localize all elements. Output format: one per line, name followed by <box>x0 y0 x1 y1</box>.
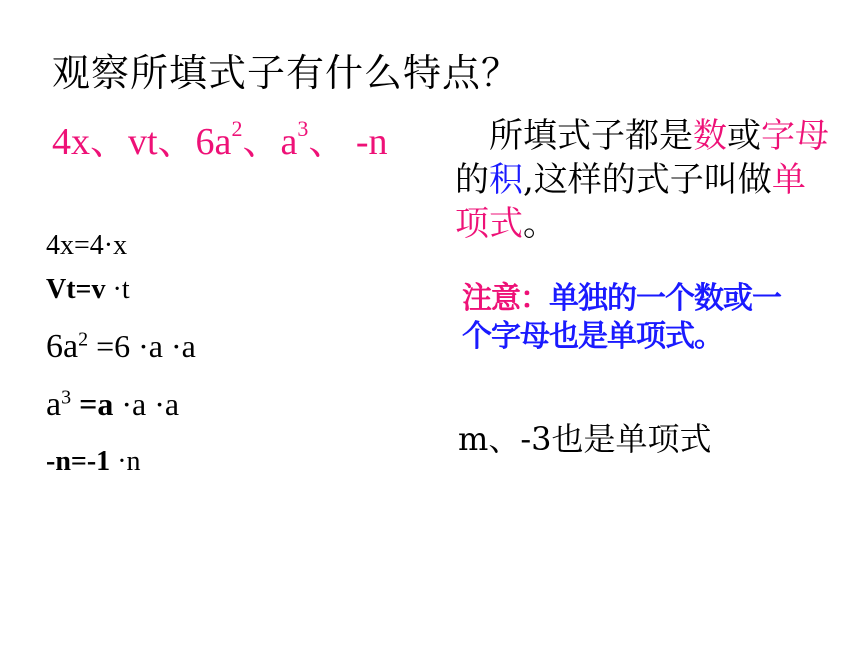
note-label: 注意： <box>462 281 549 316</box>
slide-title: 观察所填式子有什么特点？ <box>52 51 521 95</box>
equation-4x: 4x=4·x <box>46 230 128 261</box>
equation-6a2-sup: 2 <box>78 328 89 351</box>
keyword-monomial: 单项式 <box>455 160 806 244</box>
equation-a3 <box>46 386 179 424</box>
term-sup-2: 3 <box>297 116 309 142</box>
explanation-part-3: 或 <box>727 116 761 156</box>
explanation-part-1: 所填式子都是 <box>489 116 693 156</box>
equation-vt-lhs: Vt=v <box>46 274 106 305</box>
equation-a3-base: a <box>46 386 62 423</box>
equation-vt-rhs: ·t <box>105 274 130 305</box>
equation-6a2-base: 6a <box>46 328 79 365</box>
term-sup-1: 2 <box>231 116 243 142</box>
equation-n-rest: ·n <box>110 446 141 477</box>
equation-a3-sup: 3 <box>61 386 72 409</box>
term-text-2: 、a <box>242 121 298 163</box>
explanation-paragraph <box>455 114 835 246</box>
equation-6a2-rest: =6 ·a ·a <box>88 328 196 364</box>
explanation-part-9: 。 <box>523 204 557 244</box>
example-line: m、-3也是单项式 <box>458 420 712 458</box>
term-text-3: 、 -n <box>308 121 388 163</box>
equation-n-bold: -n=-1 <box>46 446 111 477</box>
equation-a3-rest: ·a ·a <box>113 386 180 422</box>
equation-vt <box>46 274 130 306</box>
explanation-part-5: 的 <box>455 160 489 200</box>
note-text: 单独的一个数或一个字母也是单项式。 <box>462 281 781 354</box>
explanation-part-7: ,这样的式子叫做 <box>523 160 772 200</box>
equation-a3-bold: =a <box>71 386 114 422</box>
equation-6a2 <box>46 328 196 366</box>
filled-terms <box>52 110 387 165</box>
equation-n <box>46 446 141 478</box>
term-text-1: 4x、vt、6a <box>52 121 232 163</box>
note-box <box>462 280 782 356</box>
keyword-product: 积 <box>489 160 523 200</box>
keyword-letter: 字母 <box>761 116 829 156</box>
keyword-number: 数 <box>693 116 727 156</box>
